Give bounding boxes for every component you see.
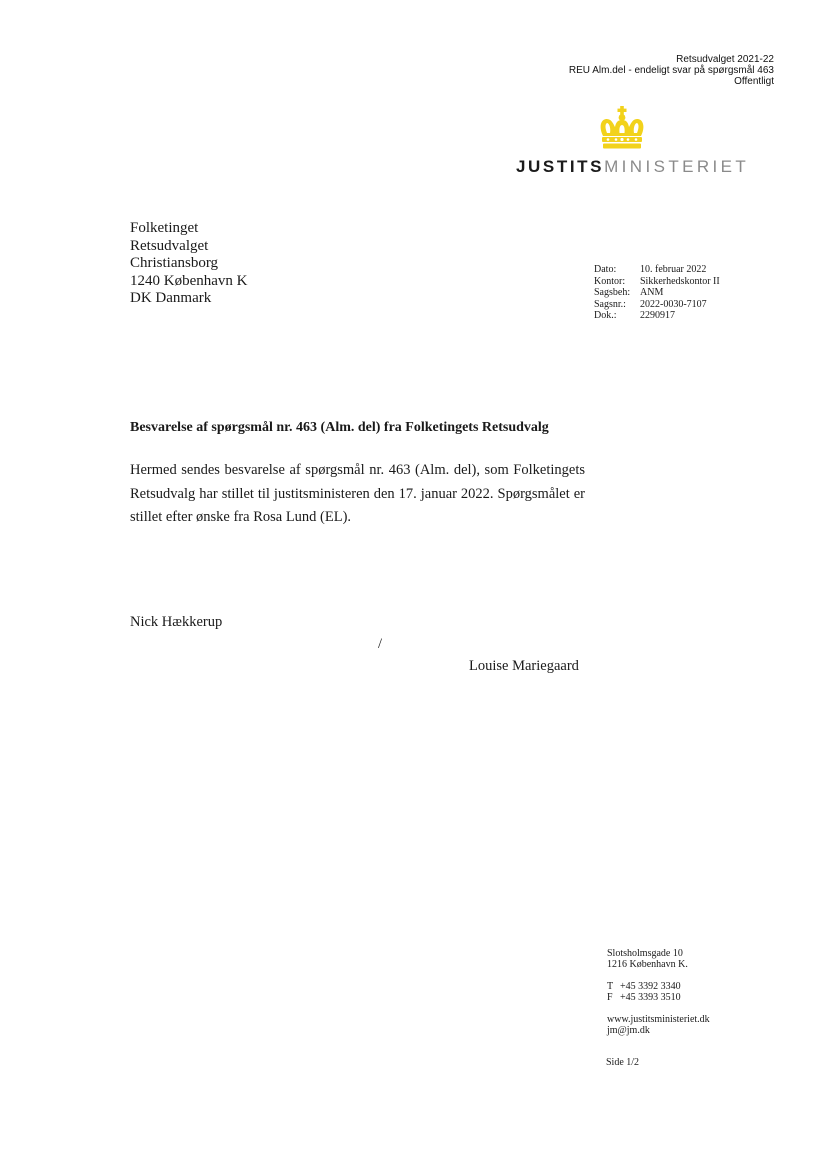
footer-address-street: Slotsholmsgade 10 (607, 948, 683, 959)
meta-value: Sikkerhedskontor II (640, 275, 720, 287)
meta-row-office (594, 276, 720, 288)
meta-row-case-number (594, 299, 720, 311)
logo-word-ministeriet: MINISTERIET (604, 157, 750, 176)
meta-label: Sagsbeh: (594, 287, 631, 298)
recipient-line: DK Danmark (130, 290, 212, 306)
recipient-address (130, 220, 247, 308)
meta-row-document (594, 310, 720, 322)
stamp-status: Offentligt (734, 76, 774, 87)
phone-number: +45 3392 3340 (620, 981, 681, 992)
letter-subject: Besvarelse af spørgsmål nr. 463 (Alm. del) fra Folketingets Retsudvalg (130, 420, 549, 435)
document-metadata (594, 264, 720, 322)
meta-label: Sagsnr.: (594, 298, 626, 310)
meta-label: Dato: (594, 264, 617, 275)
meta-row-date (594, 264, 720, 276)
footer-email-link[interactable]: jm@jm.dk (607, 1025, 650, 1036)
footer-fax (607, 992, 710, 1003)
phone-label: T (607, 981, 614, 992)
meta-value: 10. februar 2022 (640, 264, 707, 275)
recipient-line: Retsudvalget (130, 237, 209, 254)
logo-word-justits: JUSTITS (516, 157, 605, 176)
footer-website-link[interactable]: www.justitsministeriet.dk (607, 1014, 710, 1025)
meta-value: ANM (640, 287, 664, 298)
meta-row-caseworker (594, 287, 720, 299)
fax-number: +45 3393 3510 (620, 992, 681, 1003)
recipient-line: Folketinget (130, 220, 199, 236)
footer-contact (607, 948, 710, 1036)
meta-label: Kontor: (594, 275, 626, 287)
letter-body: Hermed sendes besvarelse af spørgsmål nr. 463 (Alm. del), som Folketingets Retsudvalg har stillet til justitsministeren den 17. januar 2022. Spørgsmålet er stillet efter ønske fra Rosa Lund (EL). (130, 462, 585, 525)
stamp-committee: Retsudvalget 2021-22 (676, 54, 774, 65)
signature-separator: / (378, 636, 383, 652)
recipient-line: Christiansborg (130, 255, 219, 271)
meta-value: 2022-0030-7107 (640, 298, 707, 310)
meta-label: Dok.: (594, 310, 617, 321)
recipient-line: 1240 København K (130, 272, 248, 289)
header-stamp (569, 54, 774, 87)
page-number: Side 1/2 (606, 1057, 640, 1068)
fax-label: F (607, 992, 613, 1003)
signature-minister: Nick Hækkerup (130, 614, 223, 630)
stamp-reference: REU Alm.del - endeligt svar på spørgsmål 463 (568, 65, 774, 76)
footer-address-city: 1216 København K. (607, 959, 688, 970)
crown-icon (597, 106, 647, 150)
footer-phone (607, 981, 710, 992)
signature-official: Louise Mariegaard (469, 658, 579, 674)
logo-wordmark (516, 156, 749, 178)
meta-value: 2290917 (640, 310, 675, 321)
